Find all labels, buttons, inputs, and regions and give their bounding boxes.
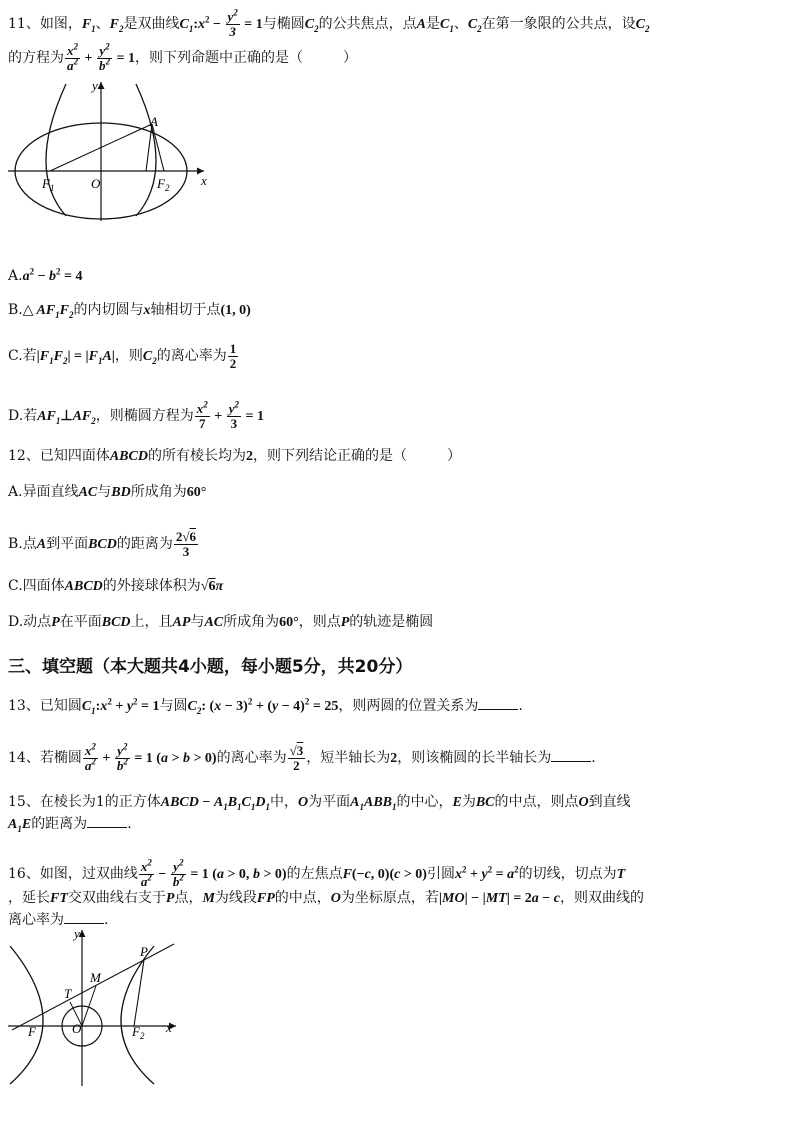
- fraction: $\frac{x^2}{a^2}$: [84, 741, 96, 773]
- text: 的内切圆与: [73, 302, 144, 318]
- text: 的左焦点: [286, 866, 343, 883]
- text: A.: [8, 268, 23, 284]
- text: B.△: [8, 302, 34, 318]
- label-T: T: [64, 986, 72, 1001]
- text: ，则椭圆方程为: [95, 408, 194, 425]
- hyperbola-right-branch: [121, 946, 154, 1084]
- text: 的中心，: [396, 794, 453, 810]
- q11-option-c: C.若$|F_1F_2| = |F_1A|$，则$C_2$的离心率为 $\frac{1}{2}$: [8, 341, 237, 371]
- text: 如图，: [39, 16, 82, 33]
- text: ，短半轴长为: [306, 750, 391, 767]
- text: 上，且: [130, 614, 173, 630]
- text: 交双曲线右支于: [67, 890, 166, 906]
- answer-blank[interactable]: [478, 697, 518, 710]
- text: .: [127, 816, 132, 832]
- fraction: $\frac{y^2}{b^2}$: [116, 741, 128, 773]
- text: 的距离为: [116, 536, 173, 553]
- q11-figure: [4, 76, 224, 226]
- text: 、: [95, 16, 110, 33]
- q12-option-c: C.四面体ABCD的外接球体积为√6π: [8, 578, 224, 594]
- text: ，则两圆的位置关系为: [338, 698, 479, 714]
- q11-line2: 的方程为 $\frac{x^2}{a^2}$ + $\frac{y^2}{b^2}$ = 1，则下列命题中正确的是（ ）: [8, 41, 357, 73]
- text: ，则点: [298, 614, 341, 630]
- q11-line1: 11、如图，$F_1$、$F_2$是双曲线$C_1:x^2$ − $\frac{y^2}{3}$ = 1与椭圆$C_2$的公共焦点，点A是$C_1$、$C_2$在第一象限的公共点，设$C_2$: [8, 7, 650, 39]
- q14: 14、若椭圆 $\frac{x^2}{a^2}$ + $\frac{y^2}{b^2}$ = 1 (a > b > 0)的离心率为 $\frac{√3}{2}$ ，短半轴长为2，则该椭圆的长半轴长为 .: [8, 741, 596, 773]
- text: 如图，过双曲线: [39, 866, 138, 883]
- q12-option-d: D.动点P在平面BCD上，且AP与AC所成角为60°，则点P的轨迹是椭圆: [8, 614, 434, 630]
- text: 轴相切于点: [150, 302, 221, 318]
- text: 的中点，: [274, 890, 331, 906]
- hyperbola-right-branch: [136, 84, 156, 216]
- segment-F2A: [152, 124, 164, 171]
- label-x: x: [166, 1020, 172, 1035]
- q11-option-a: $A.a^2 - b^2 = 4$: [8, 266, 83, 284]
- q16-number: 16、: [8, 866, 40, 883]
- fraction: $\frac{1}{2}$: [229, 341, 237, 371]
- q12-stem: 12、已知四面体ABCD的所有棱长均为2，则下列结论正确的是（ ）: [8, 448, 461, 464]
- text: .: [591, 750, 596, 767]
- label-F2: $F_2$: [132, 1024, 145, 1041]
- q11-option-d: D.若$AF_1\perp AF_2$，则椭圆方程为 $\frac{x^2}{7}$ + $\frac{y^2}{3}$ = 1: [8, 399, 265, 431]
- text: 若椭圆: [39, 750, 82, 767]
- text: 的离心率为: [156, 348, 227, 365]
- text: 为线段: [214, 890, 257, 906]
- label-x: x: [201, 173, 207, 188]
- q11-number: 11、: [8, 16, 40, 33]
- text: 是双曲线: [123, 16, 180, 33]
- label-y: y: [74, 926, 80, 941]
- text: .: [518, 698, 523, 714]
- text: .: [104, 912, 109, 928]
- text: ，则下列命题中正确的是（: [134, 50, 303, 67]
- fraction: $\frac{y^2}{3}$: [228, 399, 240, 431]
- text: ）: [342, 50, 357, 67]
- fraction: $\frac{y^2}{b^2}$: [172, 857, 184, 889]
- fraction: $\frac{y^2}{b^2}$: [98, 41, 110, 73]
- label-F2: $F_2$: [157, 176, 170, 193]
- fraction: $\frac{√3}{2}$: [289, 743, 304, 773]
- text: 与圆: [159, 698, 188, 714]
- text: C.若: [8, 348, 37, 365]
- q16-line2: ，延长FT交双曲线右支于P点，M为线段FP的中点，O为坐标原点，若|MO| − |MT| = 2a − c，则双曲线的: [8, 890, 644, 906]
- text: ）: [446, 448, 461, 464]
- section-title: 三、填空题（本大题共4小题，每小题5分，共20分）: [8, 657, 413, 677]
- text: 为坐标原点，若: [340, 890, 439, 906]
- text: ，延长: [8, 890, 50, 906]
- text: 的外接球体积为: [102, 578, 201, 594]
- q15-line2: $A_1E$的距离为 .: [8, 816, 132, 834]
- text: 的切线，切点为: [518, 866, 617, 883]
- text: 的距离为: [31, 816, 88, 832]
- text: 在第一象限的公共点，设: [481, 16, 636, 33]
- text: B.点: [8, 536, 37, 553]
- text: 到平面: [46, 536, 89, 553]
- segment-PF2: [134, 960, 144, 1026]
- q16-figure: [4, 926, 194, 1088]
- text: 为: [461, 794, 476, 810]
- text: D.若: [8, 408, 38, 425]
- text: 的轨迹是椭圆: [349, 614, 434, 630]
- hyperbola-left-branch: [10, 946, 43, 1084]
- text: ，则双曲线的: [560, 890, 644, 906]
- fraction: $\frac{x^2}{a^2}$: [140, 857, 152, 889]
- text: 与椭圆: [262, 16, 305, 33]
- label-F1: $F_1$: [42, 176, 55, 193]
- label-M: M: [90, 970, 101, 985]
- text: 是: [425, 16, 440, 33]
- fraction: $\frac{x^2}{a^2}$: [67, 41, 78, 73]
- text: D.动点: [8, 614, 52, 630]
- label-y: y: [92, 78, 98, 93]
- text: 、: [453, 16, 468, 33]
- text: 离心率为: [8, 912, 64, 928]
- fraction: $\frac{x^2}{7}$: [196, 399, 208, 431]
- text: C.四面体: [8, 578, 65, 594]
- text: 所成角为: [130, 484, 187, 500]
- answer-blank[interactable]: [87, 815, 127, 828]
- label-O: O: [72, 1021, 82, 1036]
- text: 引圆: [426, 866, 455, 883]
- text: 的公共焦点，点: [318, 16, 417, 33]
- text: 的中点，则点: [494, 794, 579, 810]
- text: 为平面: [308, 794, 351, 810]
- text: 已知四面体: [39, 448, 110, 464]
- text: 在平面: [59, 614, 102, 630]
- label-A: A: [150, 114, 158, 129]
- label-O: O: [91, 176, 101, 191]
- text: 所成角为: [223, 614, 280, 630]
- text: 到直线: [588, 794, 631, 810]
- text: 的离心率为: [216, 750, 287, 767]
- text: 点，: [174, 890, 203, 906]
- q12-number: 12、: [8, 448, 40, 464]
- q13-number: 13、: [8, 698, 40, 714]
- q15-number: 15、: [8, 794, 40, 810]
- q16-line1: 16、如图，过双曲线 $\frac{x^2}{a^2}$ − $\frac{y^2}{b^2}$ = 1 (a > 0, b > 0)的左焦点F(−c, 0)(c > 0)引圆$x^2 + y^2 = a^2$的切线，切点为T: [8, 857, 626, 889]
- text: 已知圆: [39, 698, 82, 714]
- text: 中，: [270, 794, 299, 810]
- text: 的方程为: [8, 50, 64, 67]
- q12-option-b: B.点A到平面BCD的距离为 $\frac{2√6}{3}$: [8, 529, 197, 559]
- text: A.异面直线: [8, 484, 79, 500]
- hyperbola-left-branch: [46, 84, 66, 216]
- text: ，则: [114, 348, 143, 365]
- text: 在棱长为1的正方体: [39, 794, 161, 810]
- fraction: $\frac{y^2}{3}$: [227, 7, 238, 39]
- text: 与: [97, 484, 112, 500]
- answer-blank[interactable]: [64, 911, 104, 924]
- label-P: P: [140, 944, 148, 959]
- text: 与: [190, 614, 205, 630]
- label-F: F: [28, 1024, 36, 1039]
- q14-number: 14、: [8, 750, 40, 767]
- q12-option-a: A.异面直线AC与BD所成角为60°: [8, 484, 207, 500]
- q13: 13、已知圆$C_1:x^2 + y^2 = 1$与圆$C_2$: $(x - 3)^2 + (y - 4)^2 = 25$，则两圆的位置关系为 .: [8, 696, 523, 716]
- text: 的所有棱长均为: [147, 448, 246, 464]
- text: ，则该椭圆的长半轴长为: [397, 750, 552, 767]
- text: ，则下列结论正确的是（: [252, 448, 407, 464]
- q11-option-b: B.△ $AF_1F_2$的内切圆与x轴相切于点(1, 0): [8, 302, 251, 320]
- fraction: $\frac{2√6}{3}$: [175, 529, 197, 559]
- answer-blank[interactable]: [551, 749, 591, 762]
- q15-line1: 15、在棱长为1的正方体ABCD − $A_1B_1C_1D_1$中，O为平面$A_1ABB_1$的中心，E为BC的中点，则点O到直线: [8, 794, 631, 812]
